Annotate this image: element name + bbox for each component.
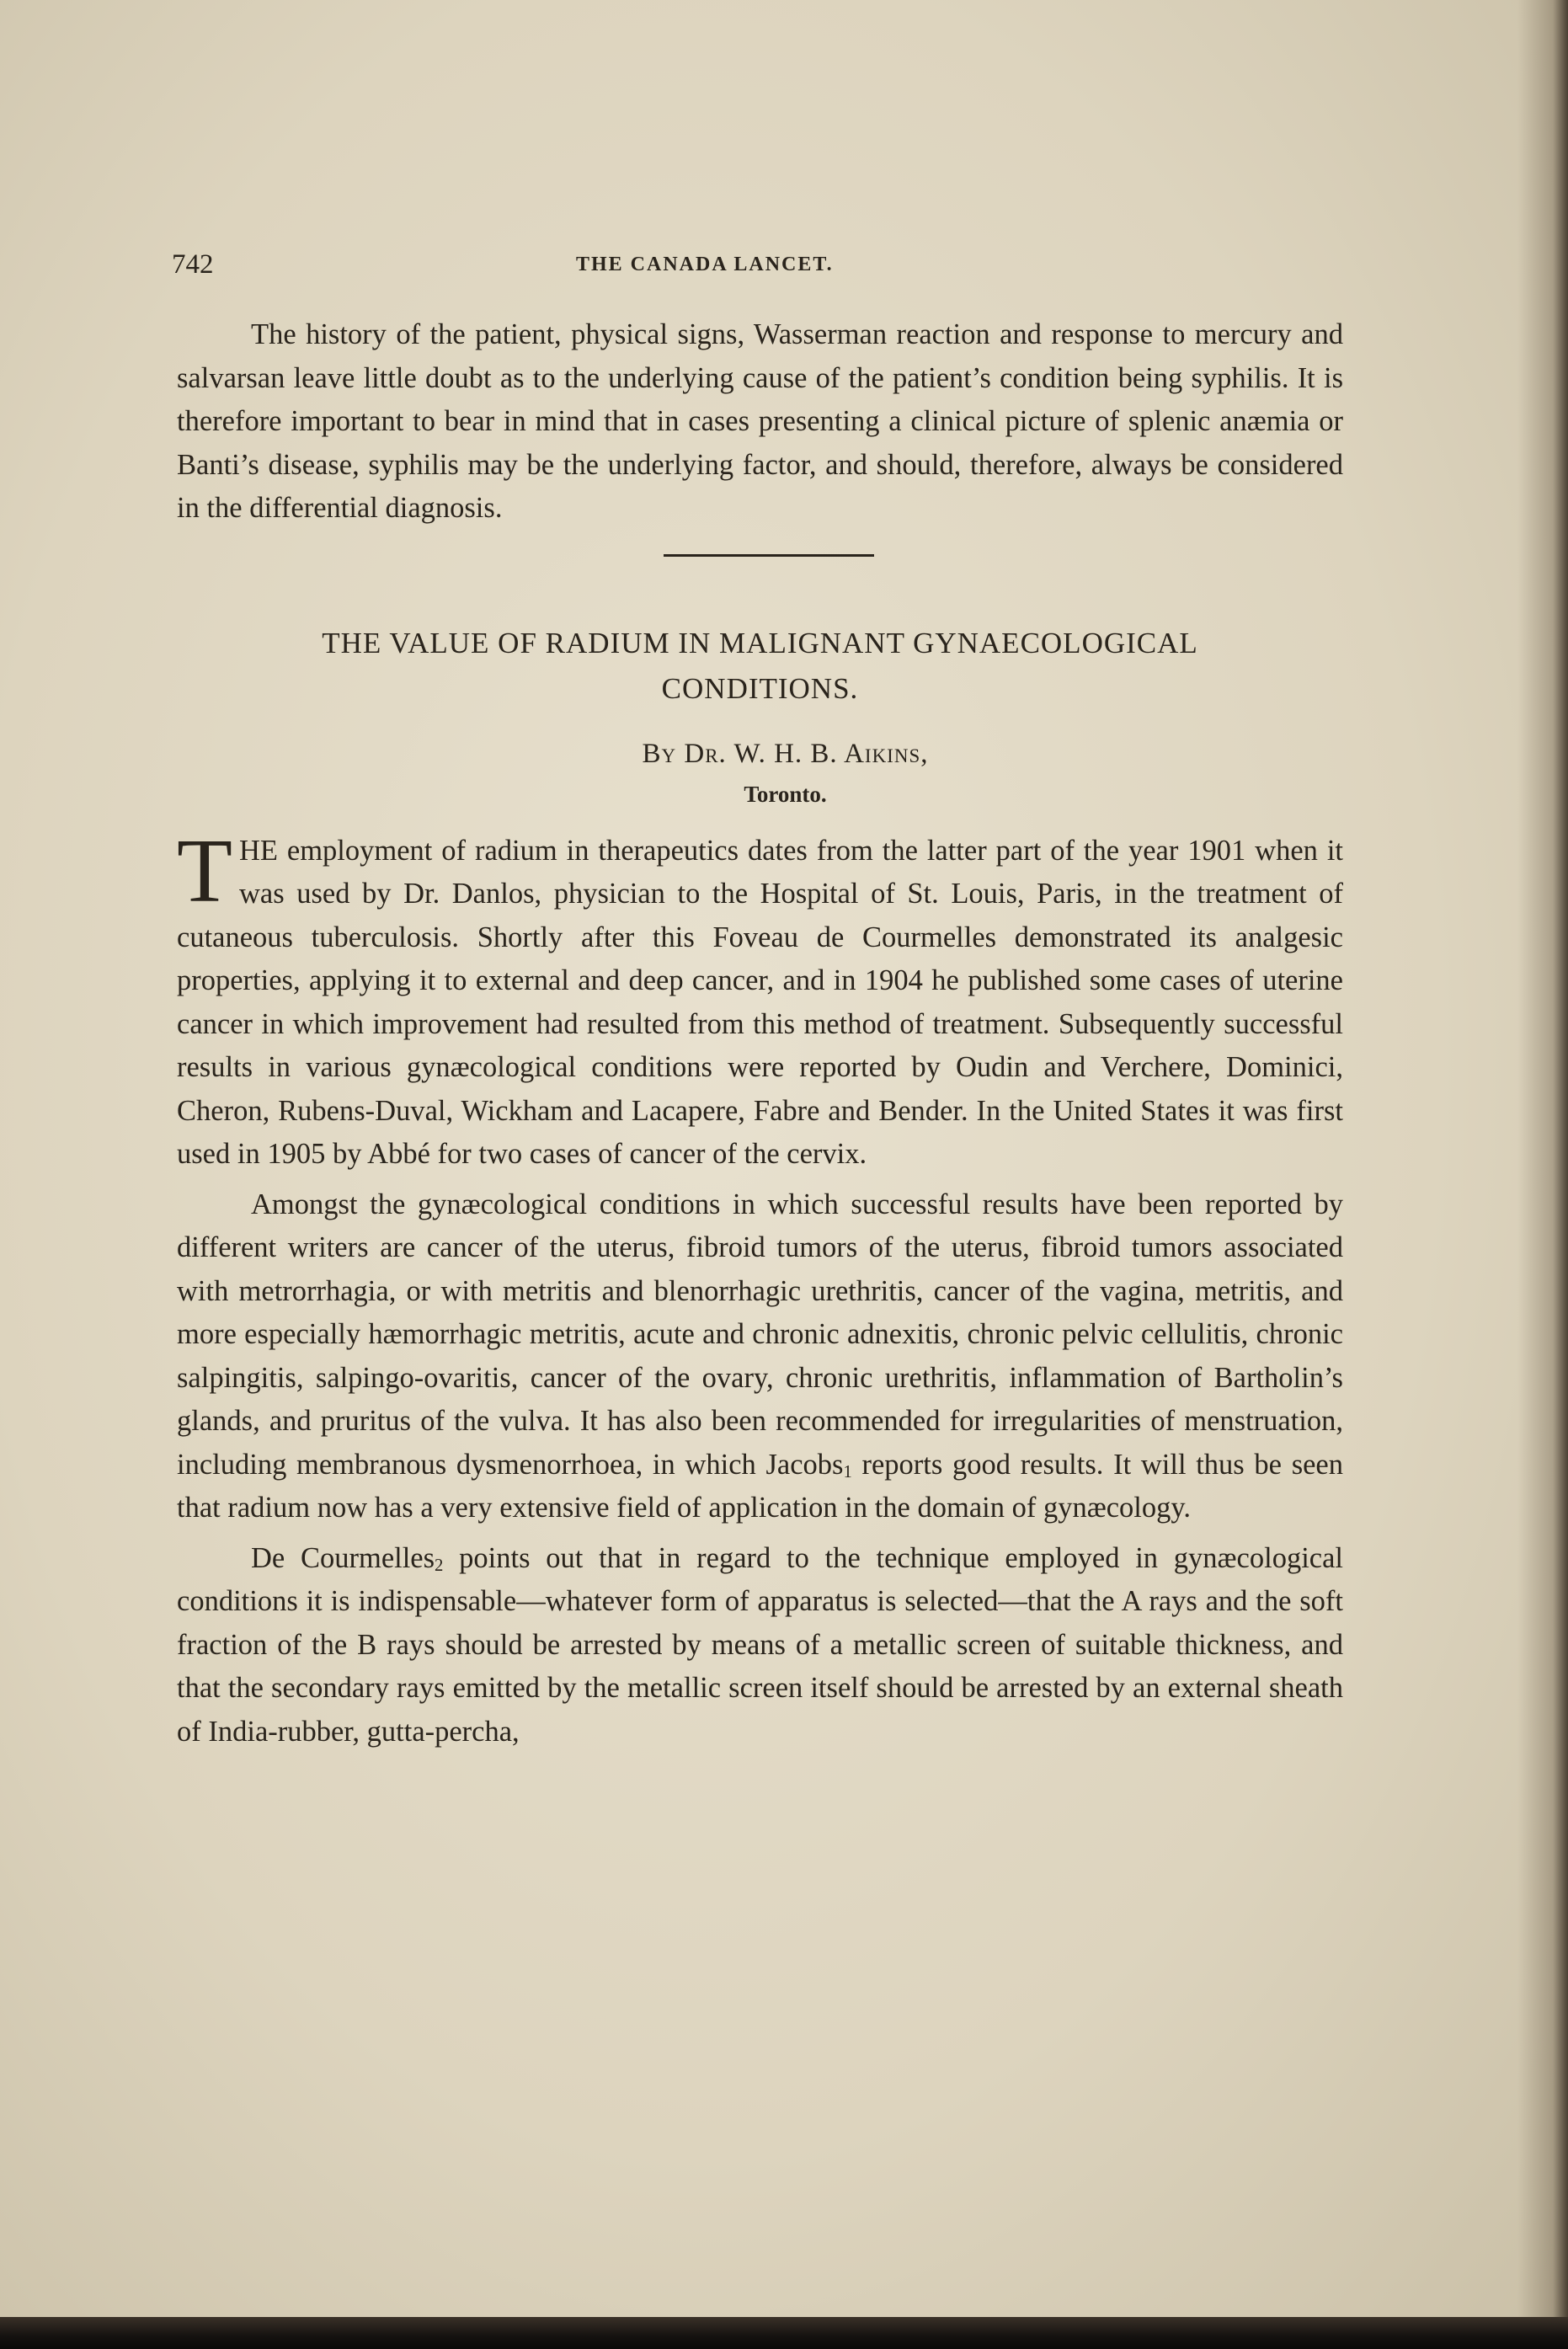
paragraph-1-text: HE employment of radium in therapeutics dates from the latter part of the year 1901 when it was used by Dr. Danlos, physician to the Hospital of St. Louis, Paris, in the treatment of cutaneous tuberculosis. Shortly after this Foveau de Courmelles demonstrated its analgesic properties, applying it to external and deep cancer, and in 1904 he published some cases of uterine cancer in which improvement had resulted from this method of treatment. Subsequently successful results in various gynæcological conditions were reported by Oudin and Verchere, Dominici, Cheron, Rubens-Duval, Wickham and Lacapere, Fabre and Bender. In the United States it was first used in 1905 by Abbé for two cases of cancer of the cervix.	[177, 834, 1343, 1170]
page-content	[177, 313, 1343, 1754]
page-edge-shadow	[1517, 0, 1568, 2349]
running-head: THE CANADA LANCET.	[576, 254, 834, 275]
page-header	[172, 249, 1368, 291]
article-paragraph-3	[177, 1537, 1343, 1754]
author-location: Toronto.	[744, 781, 827, 807]
paragraph-3-text-b: points out that in regard to the technique employed in gynæcological conditions it is indispensable—whatever form of apparatus is selected—that the A rays and the soft fraction of the B rays should be arrested by means of a metallic screen of suitable thickness, and that the secondary rays emitted by the metallic screen itself should be arrested by an external sheath of India-rubber, gutta-percha,	[177, 1541, 1343, 1748]
paragraph-2-text-a: Amongst the gynæcological conditions in which successful results have been reported by different writers are cancer of the uterus, fibroid tumors of the uterus, fibroid tumors associated with metrorrhagia, or with metritis and blenorrhagic urethritis, cancer of the vagina, metritis, and more especially hæmorrhagic metritis, acute and chronic adnexitis, chronic pelvic cellulitis, chronic salpingitis, salpingo-ovaritis, cancer of the ovary, chronic urethritis, inflammation of Bartholin’s glands, and pruritus of the vulva. It has also been recommended for irregularities of menstruation, including membranous dysmenorrhoea, in which Jacobs	[177, 1188, 1343, 1481]
page-number: 742	[172, 249, 214, 280]
author-byline: By Dr. W. H. B. Aikins,	[642, 738, 929, 769]
article-paragraph-1	[177, 820, 1343, 1177]
article-title	[177, 621, 1343, 712]
paragraph-2-text-b: reports good results. It will thus be seen that radium now has a very extensive field of application in the domain of gynæcology.	[177, 1448, 1343, 1524]
article-title-line-1: THE VALUE OF RADIUM IN MALIGNANT GYNAECOLOGICAL	[322, 626, 1198, 659]
footnote-ref-1: 1	[843, 1462, 852, 1481]
intro-paragraph: The history of the patient, physical signs, Wasserman reaction and response to mercury and salvarsan leave little doubt as to the underlying cause of the patient’s condition being syphilis. It is therefore important to bear in mind that in cases presenting a clinical picture of splenic anæmia or Banti’s disease, syphilis may be the underlying factor, and should, therefore, always be considered in the differential diagnosis.	[177, 318, 1343, 524]
paragraph-3-text-a: De Courmelles	[251, 1541, 435, 1574]
article-title-line-2: CONDITIONS.	[661, 671, 859, 705]
footnote-ref-2: 2	[435, 1556, 444, 1575]
article-paragraph-2	[177, 1183, 1343, 1530]
drop-cap: T	[177, 820, 232, 921]
scan-bottom-edge	[0, 2317, 1568, 2349]
section-divider	[664, 554, 874, 557]
